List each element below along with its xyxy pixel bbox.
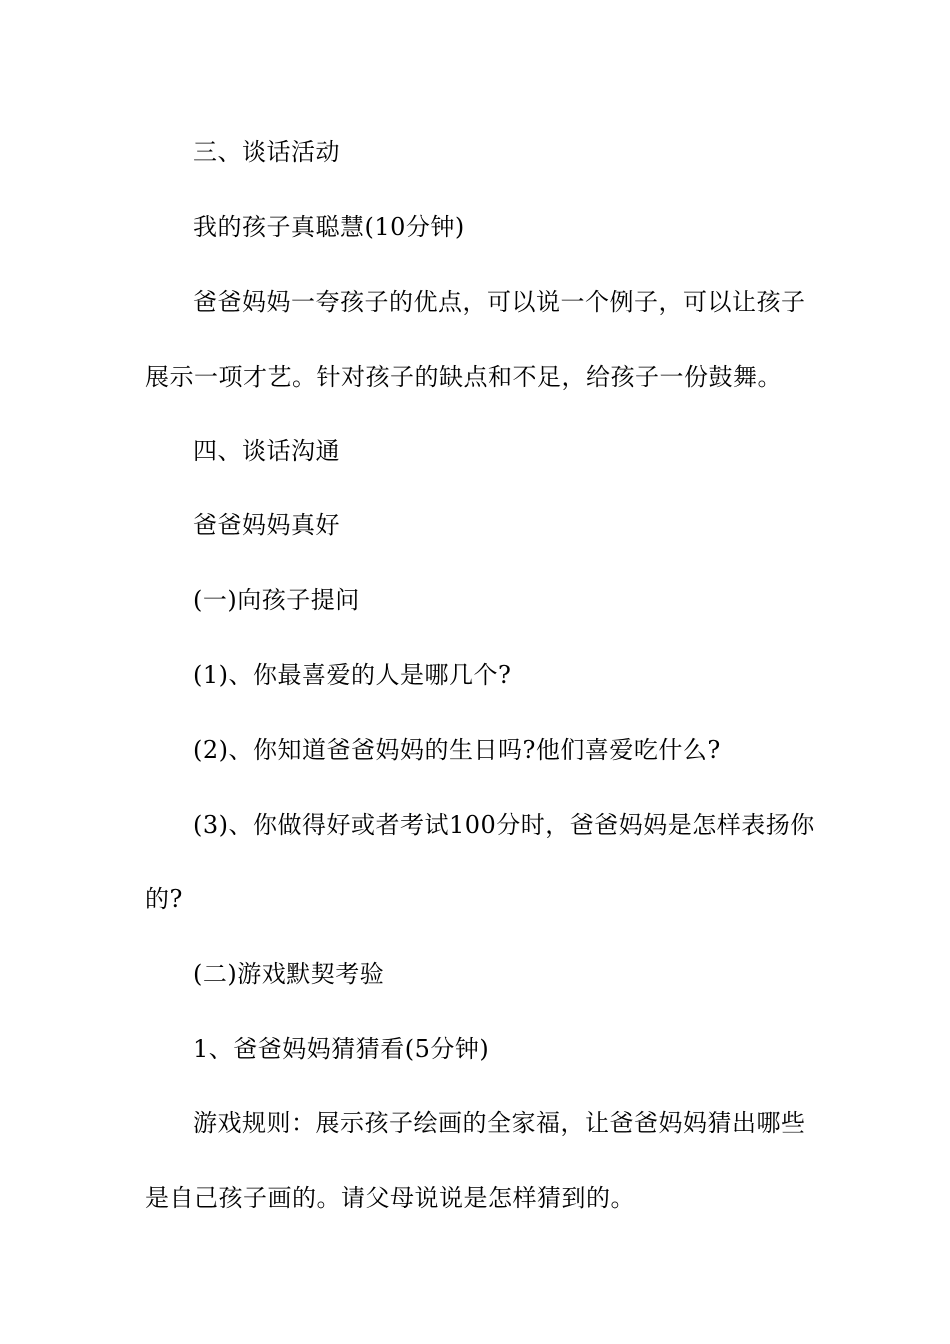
paragraph-line: 展示一项才艺。针对孩子的缺点和不足，给孩子一份鼓舞。 bbox=[145, 363, 782, 391]
question-item-continuation: 的? bbox=[145, 885, 183, 913]
question-item: (1)、你最喜爱的人是哪几个? bbox=[193, 661, 512, 689]
activity-title-smart-child: 我的孩子真聪慧(10分钟) bbox=[193, 213, 465, 241]
section-heading-talk-communication: 四、谈话沟通 bbox=[193, 437, 340, 465]
section-heading-talk-activity: 三、谈话活动 bbox=[193, 138, 340, 166]
activity-title-parents-good: 爸爸妈妈真好 bbox=[193, 511, 340, 539]
question-item: (2)、你知道爸爸妈妈的生日吗?他们喜爱吃什么? bbox=[193, 736, 721, 764]
paragraph-line: 是自己孩子画的。请父母说说是怎样猜到的。 bbox=[145, 1184, 635, 1212]
game-title: 1、爸爸妈妈猜猜看(5分钟) bbox=[193, 1035, 490, 1063]
question-item: (3)、你做得好或者考试100分时，爸爸妈妈是怎样表扬你 bbox=[193, 811, 815, 839]
paragraph-line: 爸爸妈妈一夸孩子的优点，可以说一个例子，可以让孩子 bbox=[193, 288, 806, 316]
subsection-heading-ask-child: (一)向孩子提问 bbox=[193, 586, 360, 614]
subsection-heading-game: (二)游戏默契考验 bbox=[193, 960, 385, 988]
paragraph-line: 游戏规则：展示孩子绘画的全家福，让爸爸妈妈猜出哪些 bbox=[193, 1109, 806, 1137]
